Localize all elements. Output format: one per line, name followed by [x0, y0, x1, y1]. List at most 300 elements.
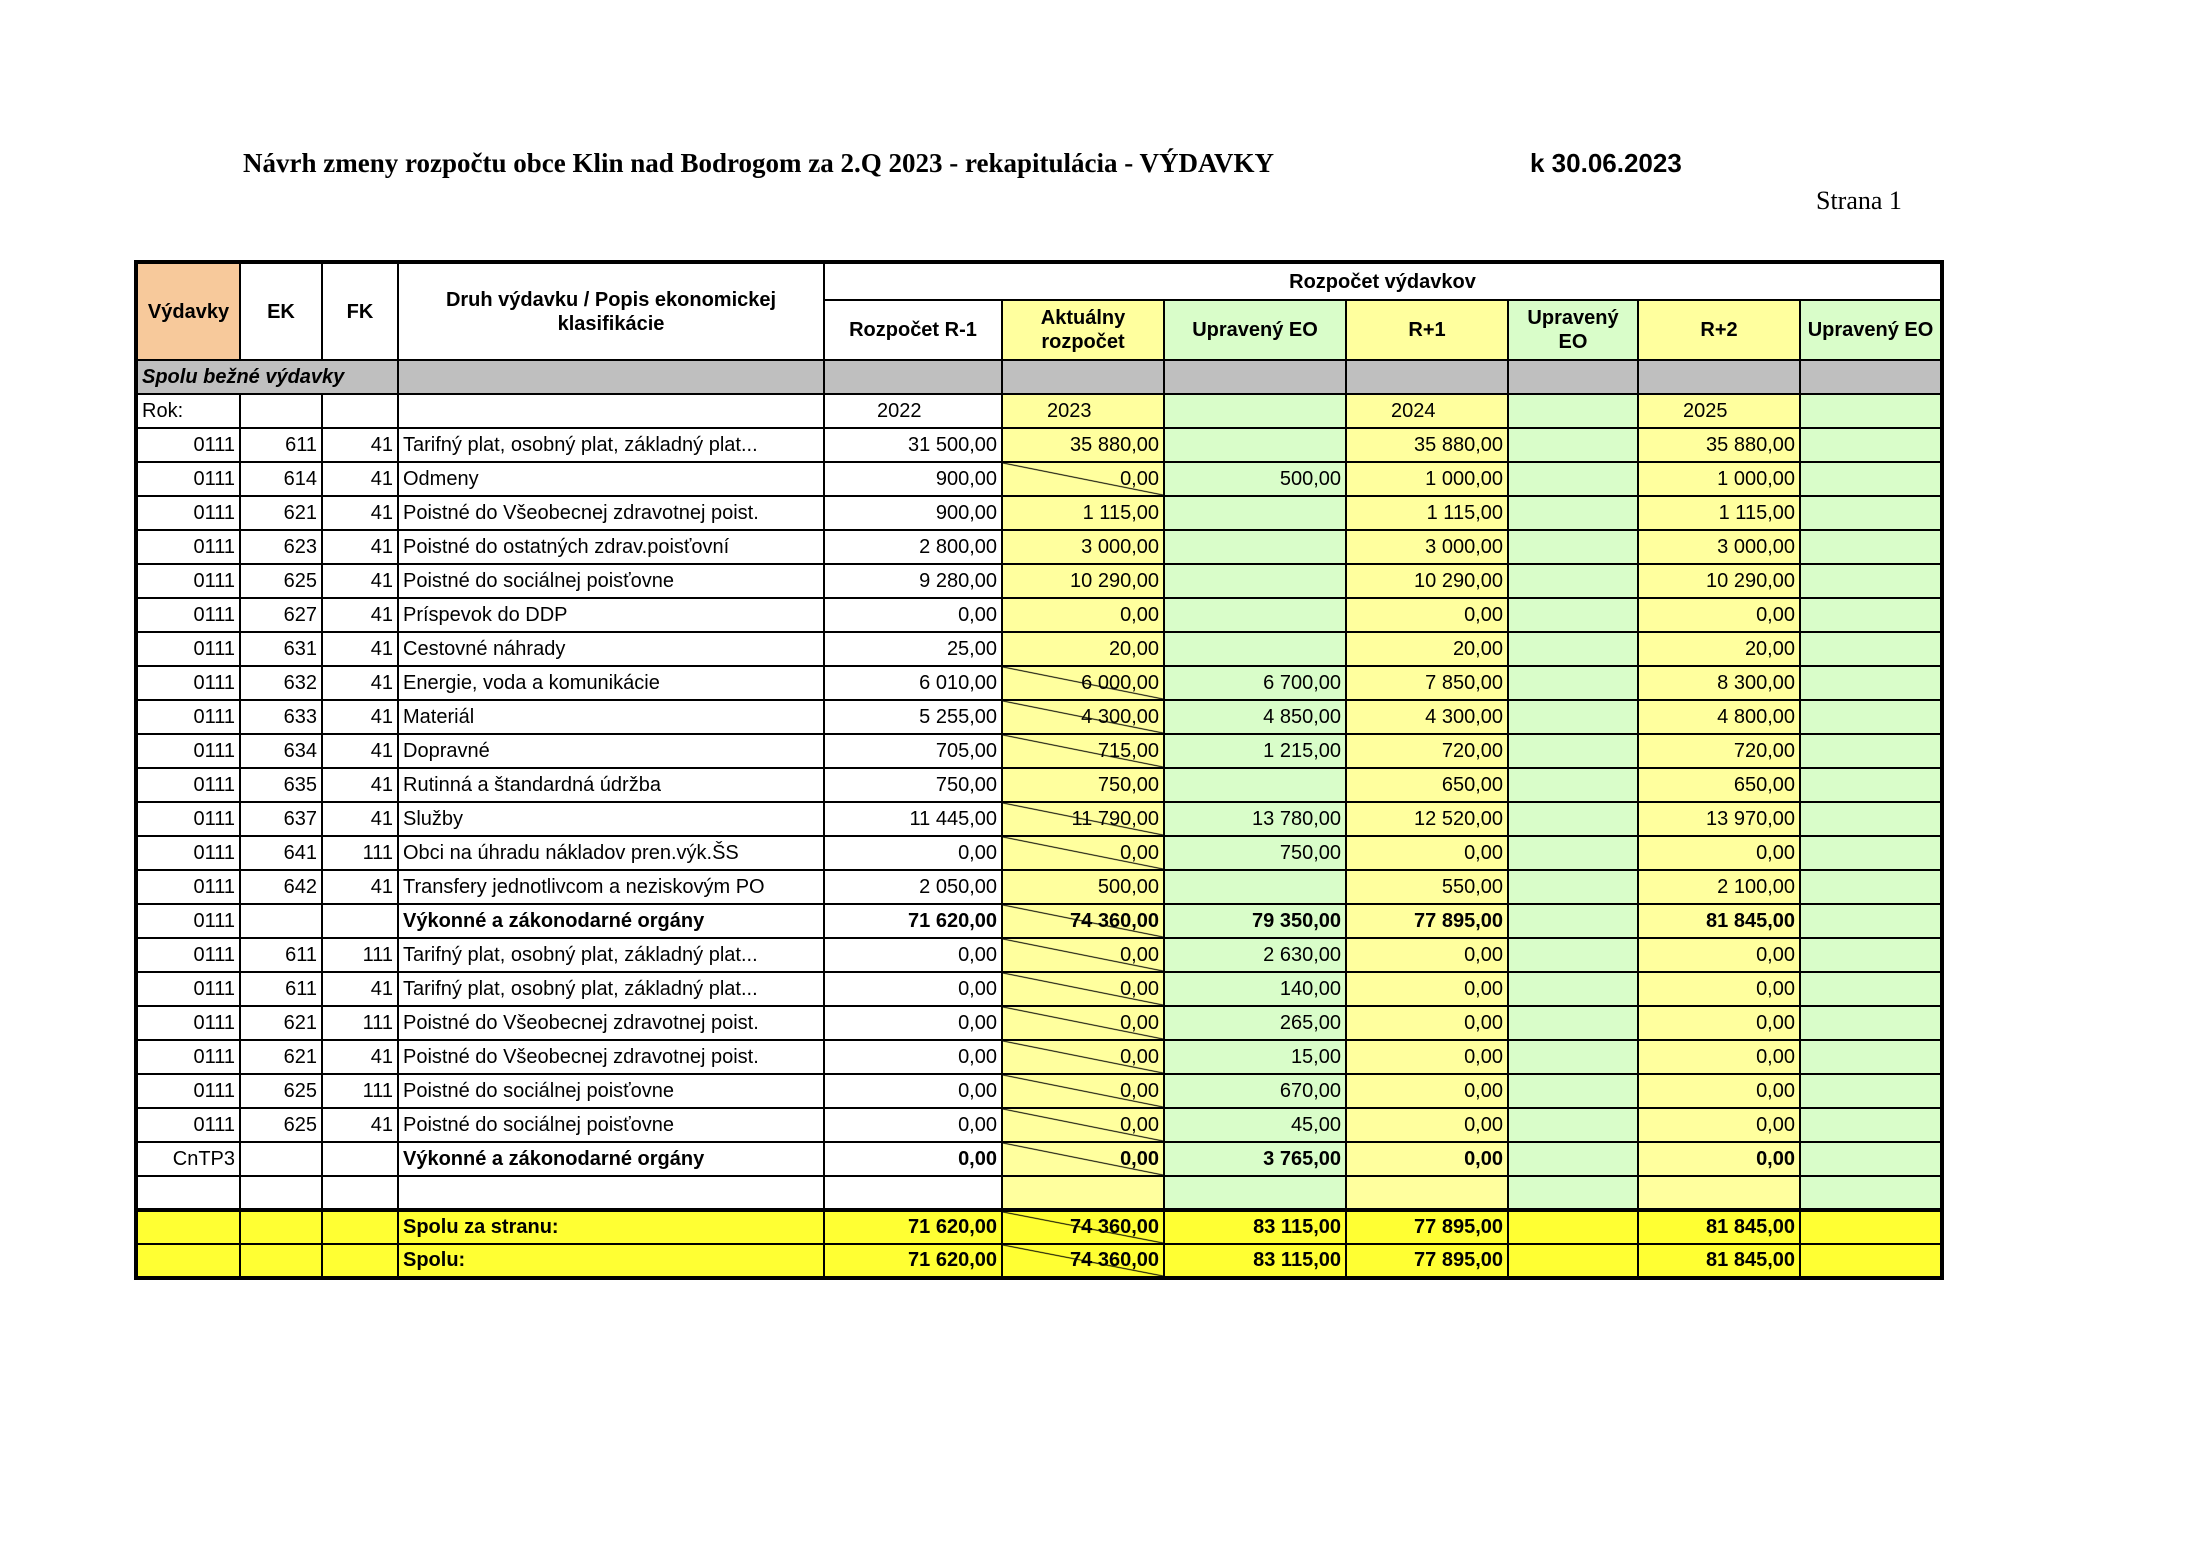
cell-r-plus-1: 1 115,00 [1346, 496, 1508, 530]
cell-rozpocet-r1: 9 280,00 [824, 564, 1002, 598]
table-row [136, 938, 1942, 972]
cell-fk [322, 904, 398, 938]
cell-r-plus-2: 0,00 [1638, 598, 1800, 632]
cell-rozpocet-r1: 2 050,00 [824, 870, 1002, 904]
cell-fk [322, 1142, 398, 1176]
header-r-plus-1: R+1 [1346, 300, 1508, 360]
cell-upraveny-eo-2 [1508, 700, 1638, 734]
cell-upraveny-eo-1: 45,00 [1164, 1108, 1346, 1142]
cell-r-plus-1: 3 000,00 [1346, 530, 1508, 564]
cell-upraveny-eo-1 [1164, 768, 1346, 802]
year-2022: 2022 [824, 394, 1002, 428]
section-cell [1638, 360, 1800, 394]
cell-fk: 41 [322, 1040, 398, 1074]
cell-upraveny-eo-1: 3 765,00 [1164, 1142, 1346, 1176]
cell-r-plus-1: 720,00 [1346, 734, 1508, 768]
cell-fk: 41 [322, 564, 398, 598]
header-ek: EK [240, 262, 322, 360]
totals-rozpocet-r1: 71 620,00 [824, 1244, 1002, 1278]
cell-druh: Cestovné náhrady [398, 632, 824, 666]
cell-rozpocet-r1: 705,00 [824, 734, 1002, 768]
table-row [136, 1142, 1942, 1176]
cell-upraveny-eo-2 [1508, 972, 1638, 1006]
cell-druh: Dopravné [398, 734, 824, 768]
table-row [136, 1108, 1942, 1142]
cell-vydavky: 0111 [136, 938, 240, 972]
totals-cell-empty [240, 1210, 322, 1244]
cell-aktualny-rozpocet: 6 000,00 [1002, 666, 1164, 700]
cell-aktualny-rozpocet: 0,00 [1002, 1142, 1164, 1176]
totals-r-plus-2: 81 845,00 [1638, 1244, 1800, 1278]
cell-upraveny-eo-2 [1508, 496, 1638, 530]
cell-vydavky: 0111 [136, 972, 240, 1006]
cell-fk: 41 [322, 632, 398, 666]
cell-upraveny-eo-2 [1508, 666, 1638, 700]
cell-rozpocet-r1: 0,00 [824, 598, 1002, 632]
cell-ek: 637 [240, 802, 322, 836]
totals-aktualny-rozpocet: 74 360,00 [1002, 1244, 1164, 1278]
header-upraveny-eo-2: Upravený EO [1508, 300, 1638, 360]
cell-aktualny-rozpocet: 0,00 [1002, 598, 1164, 632]
cell-ek: 631 [240, 632, 322, 666]
section-cell [1164, 360, 1346, 394]
cell-upraveny-eo-1 [1164, 598, 1346, 632]
cell-r-plus-2: 13 970,00 [1638, 802, 1800, 836]
cell-fk: 41 [322, 1108, 398, 1142]
table-row [136, 1006, 1942, 1040]
cell-rozpocet-r1: 900,00 [824, 462, 1002, 496]
cell-ek: 635 [240, 768, 322, 802]
cell-r-plus-2: 1 000,00 [1638, 462, 1800, 496]
cell-druh: Tarifný plat, osobný plat, základný plat... [398, 428, 824, 462]
cell-druh [398, 1176, 824, 1210]
cell-vydavky: 0111 [136, 462, 240, 496]
cell-vydavky: 0111 [136, 836, 240, 870]
cell-druh: Energie, voda a komunikácie [398, 666, 824, 700]
cell-ek: 623 [240, 530, 322, 564]
cell-r-plus-1: 20,00 [1346, 632, 1508, 666]
year-cell-empty [240, 394, 322, 428]
cell-druh: Služby [398, 802, 824, 836]
cell-vydavky: 0111 [136, 904, 240, 938]
cell-upraveny-eo-3 [1800, 598, 1942, 632]
table-row [136, 496, 1942, 530]
year-cell-empty [398, 394, 824, 428]
cell-upraveny-eo-3 [1800, 870, 1942, 904]
totals-r-plus-1: 77 895,00 [1346, 1244, 1508, 1278]
cell-fk: 41 [322, 870, 398, 904]
section-cell [1508, 360, 1638, 394]
cell-rozpocet-r1: 900,00 [824, 496, 1002, 530]
cell-upraveny-eo-2 [1508, 632, 1638, 666]
cell-upraveny-eo-1 [1164, 632, 1346, 666]
year-cell-empty [322, 394, 398, 428]
cell-r-plus-1: 7 850,00 [1346, 666, 1508, 700]
cell-r-plus-1: 550,00 [1346, 870, 1508, 904]
cell-upraveny-eo-3 [1800, 666, 1942, 700]
year-label: Rok: [136, 394, 240, 428]
document-date: k 30.06.2023 [1530, 148, 1682, 178]
cell-r-plus-2: 3 000,00 [1638, 530, 1800, 564]
cell-ek: 634 [240, 734, 322, 768]
cell-upraveny-eo-1 [1164, 564, 1346, 598]
cell-aktualny-rozpocet: 500,00 [1002, 870, 1164, 904]
cell-ek: 611 [240, 428, 322, 462]
cell-druh: Poistné do ostatných zdrav.poisťovní [398, 530, 824, 564]
cell-upraveny-eo-3 [1800, 904, 1942, 938]
cell-druh: Tarifný plat, osobný plat, základný plat... [398, 972, 824, 1006]
cell-aktualny-rozpocet: 0,00 [1002, 1006, 1164, 1040]
cell-upraveny-eo-1 [1164, 870, 1346, 904]
totals-row [136, 1210, 1942, 1244]
cell-upraveny-eo-3 [1800, 768, 1942, 802]
cell-vydavky: 0111 [136, 598, 240, 632]
cell-rozpocet-r1: 0,00 [824, 1040, 1002, 1074]
table-row [136, 1176, 1942, 1210]
cell-r-plus-1: 0,00 [1346, 598, 1508, 632]
cell-r-plus-1: 0,00 [1346, 1040, 1508, 1074]
cell-rozpocet-r1: 0,00 [824, 938, 1002, 972]
table-row [136, 972, 1942, 1006]
cell-rozpocet-r1: 0,00 [824, 1108, 1002, 1142]
cell-rozpocet-r1: 0,00 [824, 1074, 1002, 1108]
totals-upraveny-eo-3 [1800, 1244, 1942, 1278]
cell-rozpocet-r1: 750,00 [824, 768, 1002, 802]
cell-upraveny-eo-3 [1800, 632, 1942, 666]
cell-r-plus-1: 4 300,00 [1346, 700, 1508, 734]
totals-upraveny-eo-1: 83 115,00 [1164, 1210, 1346, 1244]
cell-upraveny-eo-1 [1164, 530, 1346, 564]
section-row [136, 360, 1942, 394]
cell-vydavky: 0111 [136, 1108, 240, 1142]
cell-upraveny-eo-2 [1508, 1006, 1638, 1040]
cell-r-plus-2: 20,00 [1638, 632, 1800, 666]
cell-vydavky: 0111 [136, 530, 240, 564]
cell-aktualny-rozpocet: 0,00 [1002, 836, 1164, 870]
cell-upraveny-eo-2 [1508, 870, 1638, 904]
cell-upraveny-eo-1 [1164, 1176, 1346, 1210]
cell-r-plus-1 [1346, 1176, 1508, 1210]
cell-upraveny-eo-2 [1508, 462, 1638, 496]
cell-aktualny-rozpocet: 20,00 [1002, 632, 1164, 666]
cell-upraveny-eo-2 [1508, 836, 1638, 870]
table-row [136, 904, 1942, 938]
header-rozpocet-vydavkov: Rozpočet výdavkov [824, 262, 1942, 300]
cell-druh: Obci na úhradu nákladov pren.výk.ŠS [398, 836, 824, 870]
cell-r-plus-1: 1 000,00 [1346, 462, 1508, 496]
cell-upraveny-eo-2 [1508, 428, 1638, 462]
cell-upraveny-eo-2 [1508, 1074, 1638, 1108]
cell-druh: Výkonné a zákonodarné orgány [398, 1142, 824, 1176]
header-upraveny-eo-1: Upravený EO [1164, 300, 1346, 360]
cell-ek [240, 904, 322, 938]
cell-upraveny-eo-2 [1508, 1176, 1638, 1210]
cell-rozpocet-r1: 0,00 [824, 1142, 1002, 1176]
year-2025: 2025 [1638, 394, 1800, 428]
header-upraveny-eo-3: Upravený EO [1800, 300, 1942, 360]
cell-r-plus-2: 650,00 [1638, 768, 1800, 802]
cell-upraveny-eo-1: 2 630,00 [1164, 938, 1346, 972]
cell-r-plus-1: 650,00 [1346, 768, 1508, 802]
page-number: Strana 1 [1816, 186, 1902, 215]
totals-cell-empty [322, 1210, 398, 1244]
cell-vydavky: 0111 [136, 1006, 240, 1040]
cell-r-plus-2: 0,00 [1638, 1006, 1800, 1040]
cell-upraveny-eo-3 [1800, 734, 1942, 768]
cell-r-plus-1: 35 880,00 [1346, 428, 1508, 462]
cell-ek: 611 [240, 972, 322, 1006]
cell-vydavky: CnTP3 [136, 1142, 240, 1176]
totals-upraveny-eo-3 [1800, 1210, 1942, 1244]
cell-upraveny-eo-2 [1508, 768, 1638, 802]
cell-upraveny-eo-2 [1508, 734, 1638, 768]
header-rozpocet-r1: Rozpočet R-1 [824, 300, 1002, 360]
cell-fk: 41 [322, 700, 398, 734]
cell-fk: 111 [322, 1006, 398, 1040]
cell-rozpocet-r1 [824, 1176, 1002, 1210]
cell-fk: 111 [322, 1074, 398, 1108]
cell-r-plus-1: 0,00 [1346, 836, 1508, 870]
year-cell-empty [1164, 394, 1346, 428]
cell-fk [322, 1176, 398, 1210]
cell-upraveny-eo-1: 265,00 [1164, 1006, 1346, 1040]
document-title: Návrh zmeny rozpočtu obce Klin nad Bodrogom za 2.Q 2023 - rekapitulácia - VÝDAVKY [243, 148, 1275, 178]
table-row [136, 700, 1942, 734]
cell-upraveny-eo-1: 13 780,00 [1164, 802, 1346, 836]
cell-vydavky: 0111 [136, 802, 240, 836]
cell-upraveny-eo-3 [1800, 972, 1942, 1006]
cell-r-plus-1: 0,00 [1346, 938, 1508, 972]
table-row [136, 1074, 1942, 1108]
year-2024: 2024 [1346, 394, 1508, 428]
cell-vydavky: 0111 [136, 1040, 240, 1074]
totals-cell-empty [240, 1244, 322, 1278]
cell-druh: Výkonné a zákonodarné orgány [398, 904, 824, 938]
cell-fk: 41 [322, 972, 398, 1006]
totals-cell-empty [322, 1244, 398, 1278]
totals-cell-empty [136, 1244, 240, 1278]
cell-upraveny-eo-2 [1508, 904, 1638, 938]
cell-aktualny-rozpocet: 4 300,00 [1002, 700, 1164, 734]
cell-aktualny-rozpocet: 11 790,00 [1002, 802, 1164, 836]
totals-row [136, 1244, 1942, 1278]
cell-upraveny-eo-3 [1800, 530, 1942, 564]
cell-druh: Transfery jednotlivcom a neziskovým PO [398, 870, 824, 904]
cell-rozpocet-r1: 0,00 [824, 836, 1002, 870]
cell-rozpocet-r1: 25,00 [824, 632, 1002, 666]
cell-vydavky: 0111 [136, 734, 240, 768]
cell-druh: Poistné do sociálnej poisťovne [398, 1074, 824, 1108]
cell-r-plus-2: 720,00 [1638, 734, 1800, 768]
cell-ek: 621 [240, 496, 322, 530]
cell-rozpocet-r1: 0,00 [824, 1006, 1002, 1040]
cell-upraveny-eo-2 [1508, 802, 1638, 836]
cell-upraveny-eo-2 [1508, 938, 1638, 972]
cell-aktualny-rozpocet: 0,00 [1002, 972, 1164, 1006]
cell-r-plus-1: 10 290,00 [1346, 564, 1508, 598]
cell-druh: Poistné do sociálnej poisťovne [398, 564, 824, 598]
cell-r-plus-2: 81 845,00 [1638, 904, 1800, 938]
cell-druh: Poistné do sociálnej poisťovne [398, 1108, 824, 1142]
cell-r-plus-2: 8 300,00 [1638, 666, 1800, 700]
cell-upraveny-eo-3 [1800, 1142, 1942, 1176]
cell-druh: Poistné do Všeobecnej zdravotnej poist. [398, 1006, 824, 1040]
cell-vydavky: 0111 [136, 428, 240, 462]
cell-ek: 625 [240, 1074, 322, 1108]
totals-r-plus-1: 77 895,00 [1346, 1210, 1508, 1244]
cell-upraveny-eo-3 [1800, 496, 1942, 530]
cell-aktualny-rozpocet: 0,00 [1002, 1108, 1164, 1142]
table-row [136, 666, 1942, 700]
cell-ek: 641 [240, 836, 322, 870]
cell-upraveny-eo-3 [1800, 428, 1942, 462]
table-row [136, 836, 1942, 870]
cell-vydavky: 0111 [136, 1074, 240, 1108]
cell-fk: 111 [322, 836, 398, 870]
table-row [136, 734, 1942, 768]
cell-fk: 41 [322, 428, 398, 462]
cell-r-plus-2: 0,00 [1638, 836, 1800, 870]
cell-r-plus-2: 0,00 [1638, 972, 1800, 1006]
cell-druh: Rutinná a štandardná údržba [398, 768, 824, 802]
cell-ek: 614 [240, 462, 322, 496]
section-label: Spolu bežné výdavky [136, 360, 398, 394]
cell-ek: 611 [240, 938, 322, 972]
cell-ek [240, 1142, 322, 1176]
totals-label: Spolu: [398, 1244, 824, 1278]
cell-ek: 621 [240, 1040, 322, 1074]
totals-upraveny-eo-2 [1508, 1210, 1638, 1244]
table-row [136, 1040, 1942, 1074]
header-druh: Druh výdavku / Popis ekonomickej klasifikácie [398, 262, 824, 360]
cell-upraveny-eo-1: 4 850,00 [1164, 700, 1346, 734]
cell-fk: 41 [322, 496, 398, 530]
cell-r-plus-2: 35 880,00 [1638, 428, 1800, 462]
cell-aktualny-rozpocet: 1 115,00 [1002, 496, 1164, 530]
cell-druh: Poistné do Všeobecnej zdravotnej poist. [398, 496, 824, 530]
cell-r-plus-2: 10 290,00 [1638, 564, 1800, 598]
cell-upraveny-eo-2 [1508, 598, 1638, 632]
cell-druh: Príspevok do DDP [398, 598, 824, 632]
cell-vydavky: 0111 [136, 496, 240, 530]
cell-r-plus-1: 0,00 [1346, 972, 1508, 1006]
cell-ek: 633 [240, 700, 322, 734]
cell-r-plus-2: 0,00 [1638, 938, 1800, 972]
cell-aktualny-rozpocet: 0,00 [1002, 462, 1164, 496]
table-row [136, 598, 1942, 632]
cell-r-plus-1: 0,00 [1346, 1006, 1508, 1040]
header-fk: FK [322, 262, 398, 360]
cell-r-plus-2: 4 800,00 [1638, 700, 1800, 734]
cell-fk: 41 [322, 802, 398, 836]
cell-vydavky: 0111 [136, 700, 240, 734]
cell-ek: 632 [240, 666, 322, 700]
cell-ek: 621 [240, 1006, 322, 1040]
header-r-plus-2: R+2 [1638, 300, 1800, 360]
cell-druh: Poistné do Všeobecnej zdravotnej poist. [398, 1040, 824, 1074]
cell-aktualny-rozpocet: 715,00 [1002, 734, 1164, 768]
cell-vydavky: 0111 [136, 870, 240, 904]
cell-ek: 625 [240, 564, 322, 598]
year-cell-empty [1800, 394, 1942, 428]
budget-table [134, 260, 1944, 1280]
totals-label: Spolu za stranu: [398, 1210, 824, 1244]
cell-upraveny-eo-3 [1800, 1108, 1942, 1142]
table-row [136, 564, 1942, 598]
header-vydavky: Výdavky [136, 262, 240, 360]
cell-upraveny-eo-1: 750,00 [1164, 836, 1346, 870]
totals-cell-empty [136, 1210, 240, 1244]
cell-fk: 41 [322, 598, 398, 632]
table-row [136, 870, 1942, 904]
section-cell [1346, 360, 1508, 394]
cell-upraveny-eo-2 [1508, 1108, 1638, 1142]
section-cell [1800, 360, 1942, 394]
cell-upraveny-eo-1 [1164, 496, 1346, 530]
cell-ek [240, 1176, 322, 1210]
cell-upraveny-eo-3 [1800, 1176, 1942, 1210]
cell-upraveny-eo-1: 140,00 [1164, 972, 1346, 1006]
section-cell [1002, 360, 1164, 394]
cell-vydavky: 0111 [136, 632, 240, 666]
year-cell-empty [1508, 394, 1638, 428]
cell-vydavky: 0111 [136, 768, 240, 802]
cell-aktualny-rozpocet: 35 880,00 [1002, 428, 1164, 462]
cell-rozpocet-r1: 2 800,00 [824, 530, 1002, 564]
cell-r-plus-2: 0,00 [1638, 1040, 1800, 1074]
cell-upraveny-eo-2 [1508, 530, 1638, 564]
cell-r-plus-1: 12 520,00 [1346, 802, 1508, 836]
totals-r-plus-2: 81 845,00 [1638, 1210, 1800, 1244]
cell-r-plus-2: 1 115,00 [1638, 496, 1800, 530]
cell-fk: 41 [322, 530, 398, 564]
cell-upraveny-eo-3 [1800, 802, 1942, 836]
table-row [136, 802, 1942, 836]
cell-ek: 625 [240, 1108, 322, 1142]
cell-upraveny-eo-1: 1 215,00 [1164, 734, 1346, 768]
cell-aktualny-rozpocet: 750,00 [1002, 768, 1164, 802]
cell-upraveny-eo-2 [1508, 1040, 1638, 1074]
cell-upraveny-eo-3 [1800, 938, 1942, 972]
cell-upraveny-eo-3 [1800, 700, 1942, 734]
cell-fk: 111 [322, 938, 398, 972]
cell-upraveny-eo-1: 670,00 [1164, 1074, 1346, 1108]
cell-druh: Odmeny [398, 462, 824, 496]
cell-upraveny-eo-3 [1800, 1074, 1942, 1108]
cell-r-plus-1: 0,00 [1346, 1074, 1508, 1108]
table-row [136, 462, 1942, 496]
cell-aktualny-rozpocet: 74 360,00 [1002, 904, 1164, 938]
section-cell [824, 360, 1002, 394]
cell-druh: Tarifný plat, osobný plat, základný plat... [398, 938, 824, 972]
cell-rozpocet-r1: 5 255,00 [824, 700, 1002, 734]
cell-fk: 41 [322, 768, 398, 802]
cell-druh: Materiál [398, 700, 824, 734]
cell-rozpocet-r1: 6 010,00 [824, 666, 1002, 700]
cell-r-plus-1: 77 895,00 [1346, 904, 1508, 938]
cell-aktualny-rozpocet: 3 000,00 [1002, 530, 1164, 564]
cell-r-plus-1: 0,00 [1346, 1142, 1508, 1176]
section-cell [398, 360, 824, 394]
cell-fk: 41 [322, 734, 398, 768]
cell-upraveny-eo-1: 79 350,00 [1164, 904, 1346, 938]
totals-upraveny-eo-1: 83 115,00 [1164, 1244, 1346, 1278]
table-row [136, 428, 1942, 462]
cell-rozpocet-r1: 0,00 [824, 972, 1002, 1006]
totals-upraveny-eo-2 [1508, 1244, 1638, 1278]
cell-vydavky: 0111 [136, 666, 240, 700]
cell-upraveny-eo-3 [1800, 564, 1942, 598]
